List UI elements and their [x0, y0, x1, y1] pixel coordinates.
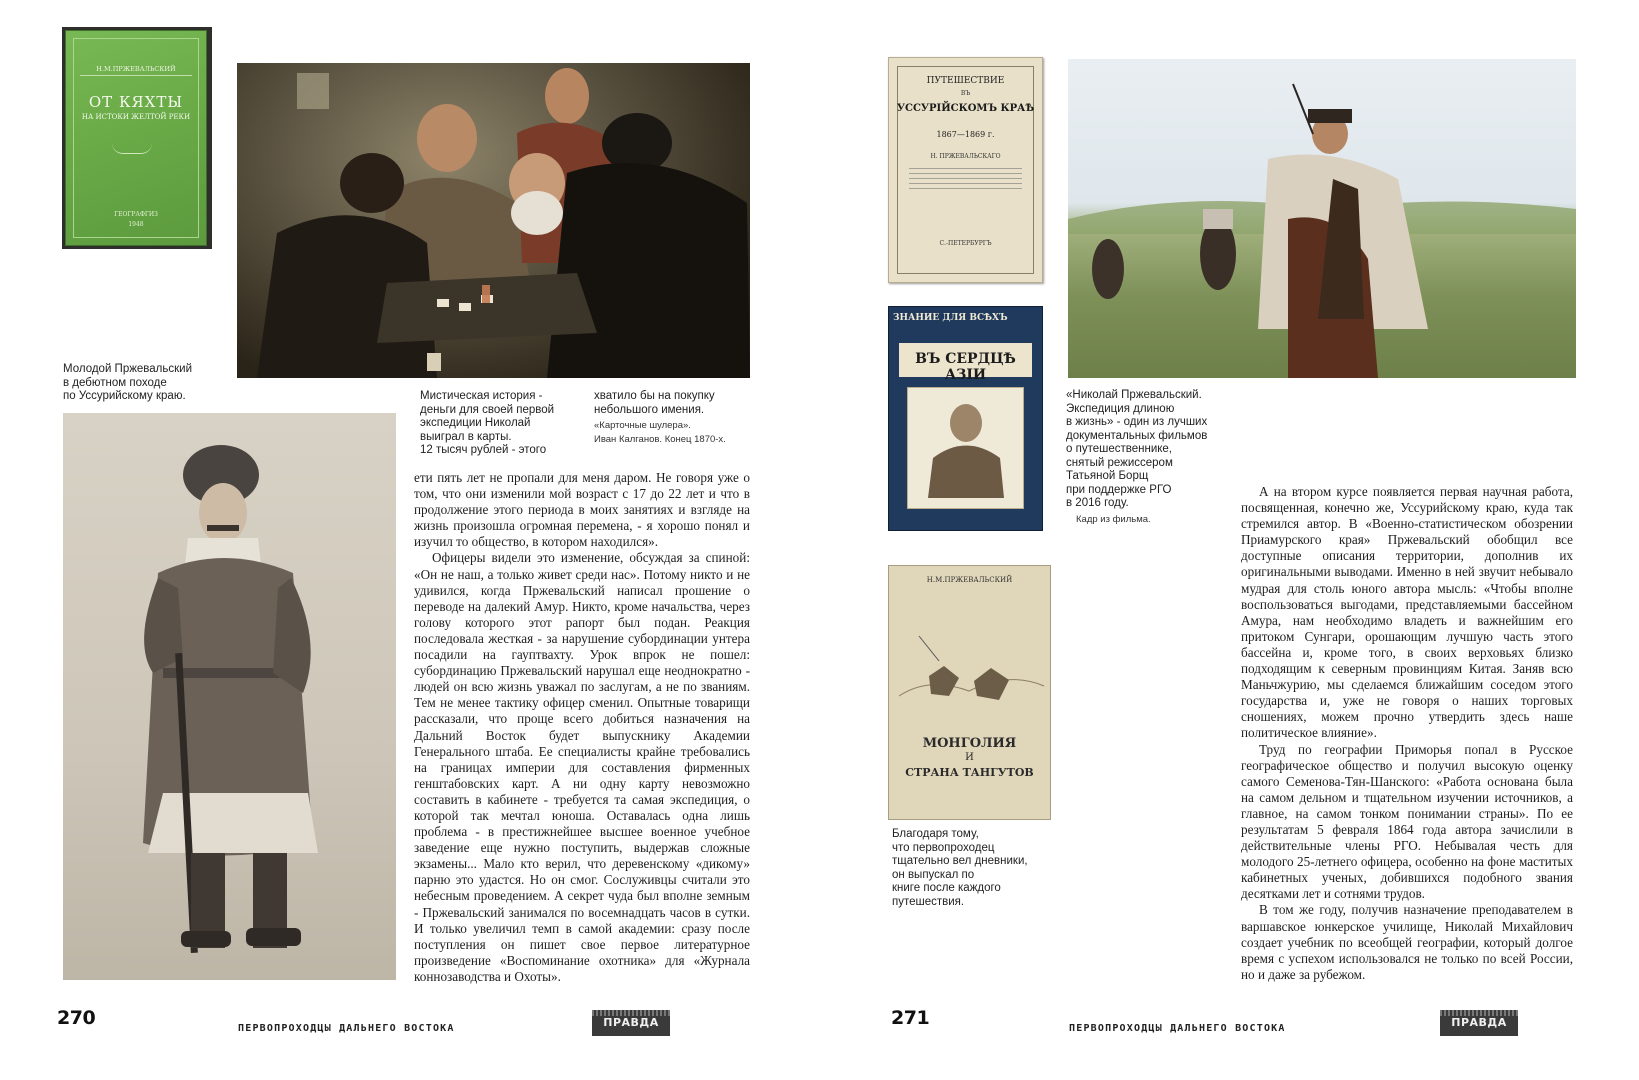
caption-line: о путешественнике, — [1066, 443, 1172, 455]
caption-line: Благодаря тому, — [892, 828, 979, 840]
page-number-left: 270 — [57, 1007, 96, 1029]
caption-line: в жизнь» - один из лучших — [1066, 416, 1208, 428]
caption-line: Молодой Пржевальский — [63, 363, 193, 375]
portrait-young-przhevalsky — [63, 413, 396, 980]
book-title: И — [965, 752, 974, 763]
caption-line: небольшого имения. — [594, 403, 705, 416]
film-still-expedition — [1068, 59, 1576, 378]
caption-line: книге после каждого — [892, 882, 1001, 894]
paragraph: А на втором курсе появляется первая научная работа, посвященная, конечно же, Уссурийскому краю, куда так стремился автор. В «Военно-статистическом обозрении Приамурского края» Пржевальский обобщил все доступные описания территории, дополнив их оригинальными выводами. Именно в ней звучит небывало мудрая для столь юного автора мысль: «Чтобы вполне воспользоваться выгодами, представляемыми бассейном Амура, нам необходимо владеть и важнейшим его притоком Сунгари, орошающим лучшую часть этого бассейна и, кроме того, в своих верховьях близко подходящим к северным провинциям Китая. Заняв всю Маньчжурию, мы сделаемся ближайшим соседом этого государства и, уже не говоря о наших торговых сношениях, можем прочно утвердить здесь наше политическое влияние». — [1241, 484, 1573, 741]
painting-card-sharpers — [237, 63, 750, 378]
caption-line: при поддержке РГО — [1066, 483, 1172, 496]
caption-line: Экспедиция длиною — [1066, 402, 1175, 415]
book-line: Н. ПРЖЕВАЛЬСКАГО — [930, 153, 1001, 160]
caption-line: он выпускал по — [892, 868, 975, 881]
paragraph: Труд по географии Приморья попал в Русское географическое общество и получил высокую оценку самого Семенова-Тян-Шанского: «Работа основана была на самом дельном и тщательном изучении источников, а главное, на самом тонком понимании страны». По ее результатам 5 февраля 1864 года автора зачислили в действительные члены РГО. Небывалая честь для молодого 25-летнего офицера, особенно на фоне маститых кабинетных ученых, добившихся подобного звания десятками лет и сотнями трудов. — [1241, 741, 1573, 902]
caption-line: по Уссурийскому краю. — [63, 390, 186, 402]
logo-text: ПРАВДА — [1451, 1016, 1507, 1029]
book-line: ПУТЕШЕСТВИЕ — [926, 76, 1005, 86]
book-publisher: ГЕОГРАФГИЗ — [114, 211, 158, 218]
caption-film — [1066, 389, 1236, 526]
book-line: ВЪ — [960, 90, 971, 97]
caption-line: Татьяной Борщ — [1066, 470, 1149, 482]
caption-line: хватило бы на покупку — [594, 390, 715, 402]
book-title: СТРАНА ТАНГУТОВ — [905, 766, 1034, 779]
caption-line: в дебютном походе — [63, 376, 167, 389]
logo-text: ПРАВДА — [603, 1016, 659, 1029]
book-title-line2: НА ИСТОКИ ЖЕЛТОЙ РЕКИ — [81, 113, 191, 121]
caption-credit: «Карточные шулера». — [594, 420, 691, 431]
book-line: 1867—1869 г. — [936, 130, 995, 139]
book-title: МОНГОЛИЯ — [922, 736, 1017, 751]
caption-young-przhevalsky — [63, 363, 223, 404]
page-number-right: 271 — [891, 1007, 930, 1029]
caption-mystic-story-cont — [594, 390, 754, 446]
caption-line: Мистическая история - — [420, 390, 543, 402]
caption-line: что первопроходец — [892, 841, 995, 854]
book-title: ВЪ СЕРДЦѢ АЗІИ — [915, 351, 1016, 383]
paragraph: В том же году, получив назначение преподавателем в варшавское юнкерское училище, Николай Михайлович создает учебник по всеобщей географии, который долгое время с успехом использовался не только по всей России, но и даже за рубежом. — [1241, 902, 1573, 982]
book-author: Н.М.ПРЖЕВАЛЬСКИЙ — [926, 576, 1013, 584]
book-line: УССУРІЙСКОМЪ КРАѢ — [896, 103, 1035, 114]
book-cover-serdce-azii — [888, 306, 1043, 531]
caption-line: «Николай Пржевальский. — [1066, 389, 1202, 401]
book-line: С.-ПЕТЕРБУРГЪ — [939, 240, 992, 247]
running-head-right: ПЕРВОПРОХОДЦЫ ДАЛЬНЕГО ВОСТОКА — [1069, 1023, 1286, 1034]
paragraph: Офицеры видели это изменение, обсуждая за спиной: «Он не наш, а только живет среди нас». Потому никто и не удивился, когда Пржевальский написал прошение о переводе на далекий Амур. Никто, кроме начальства, через голову которого этот рапорт был подан. Реакция последовала жесткая - за нарушение субординации унтера посадили на гауптвахту. Урок впрок не пошел: субординацию Пржевальский нарушал еще неоднократно - людей он всю жизнь уважал по заслугам, а не по званиям. Тем не менее тактику офицер сменил. Опытные товарищи рассказали, что проще всего добиться назначения на Дальний Восток будет выпускнику Академии Генерального штаба. Ее специалисты крайне требовались на границах империи для составления фирменных генштабовских карт. А ни одну карту невозможно составить в кабинете - требуется та самая экспедиция, о которой так мечтал юноша. Оставалась одна лишь проблема - в престижнейшее высшее военное учебное заведение еще нужно поступить, выдержав сложные экзамены... Мало кто верил, что деревенскому «дикому» парню это удастся. Но он смог. Сослуживцы считали это небесным проведением. А секрет чуда был вполне земным - Пржевальский занимался по восемнадцать часов в сутки. И только увеличил темп в самой академии: сразу после поступления он пишет свое первое литературное произведение «Воспоминание охотника» для «Журнала коннозаводства и Охоты». — [414, 550, 750, 984]
book-series: ЗНАНИЕ ДЛЯ ВСѢХЪ — [893, 313, 1008, 323]
book-year: 1948 — [128, 221, 144, 228]
book-cover-ot-kyakhty — [62, 27, 212, 249]
caption-credit: Иван Калганов. Конец 1870-х. — [594, 433, 726, 445]
caption-credit: Кадр из фильма. — [1076, 513, 1151, 525]
caption-mystic-story — [420, 390, 580, 458]
caption-diaries — [892, 828, 1052, 909]
paragraph: ети пять лет не пропали для меня даром. Не говоря уже о том, что они изменили мой возраст с 17 до 22 лет и что в продолжение этого периода в моих занятиях и взгляде на жизнь произошла огромная перемена, - я хорошо понял и изучил то общество, в котором находился». — [414, 470, 750, 550]
article-column-right — [1241, 484, 1573, 983]
book-cover-mongolia — [888, 565, 1051, 820]
caption-line: путешествия. — [892, 895, 965, 908]
caption-line: документальных фильмов — [1066, 429, 1208, 442]
pravda-logo-right — [1440, 1010, 1518, 1036]
pravda-logo-left — [592, 1010, 670, 1036]
book-author: Н.М.ПРЖЕВАЛЬСКИЙ — [96, 65, 176, 73]
book-title-line1: ОТ КЯХТЫ — [88, 93, 184, 111]
caption-line: тщательно вел дневники, — [892, 855, 1028, 867]
caption-line: 12 тысяч рублей - этого — [420, 444, 547, 456]
caption-line: деньги для своей первой — [420, 403, 555, 416]
article-column-left — [414, 470, 750, 985]
caption-line: снятый режиссером — [1066, 456, 1173, 469]
caption-line: выиграл в карты. — [420, 430, 512, 443]
book-cover-ussuri — [888, 57, 1043, 283]
caption-line: в 2016 году. — [1066, 497, 1129, 509]
caption-line: экспедиции Николай — [420, 417, 531, 429]
running-head-left: ПЕРВОПРОХОДЦЫ ДАЛЬНЕГО ВОСТОКА — [238, 1023, 455, 1034]
